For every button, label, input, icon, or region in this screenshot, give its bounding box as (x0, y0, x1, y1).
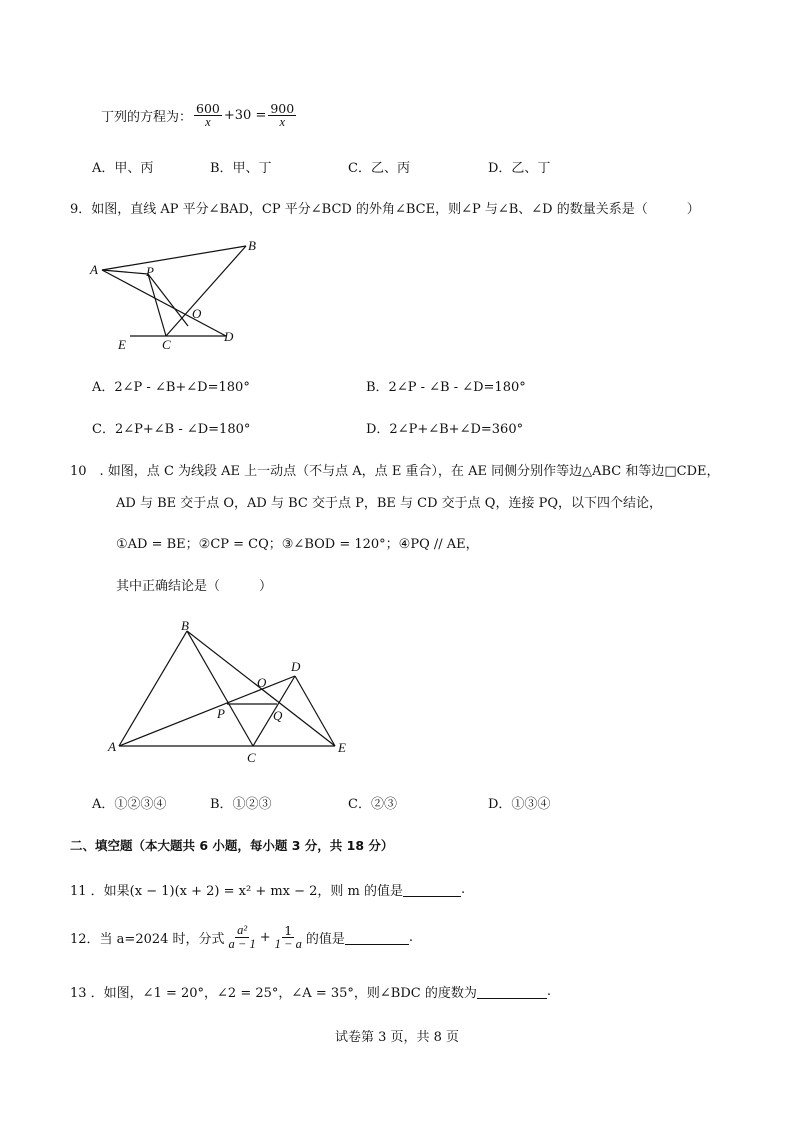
q12-fraction-1 (227, 924, 258, 951)
q10-option-a: A．①②③④ (92, 797, 167, 812)
q8-option-a: A．甲、丙 (92, 161, 154, 176)
q10-label-p: P (217, 706, 225, 721)
q13-text: 13 ．如图，∠1 = 20°，∠2 = 25°，∠A = 35°，则∠BDC 的度数为 (70, 986, 477, 1001)
q13-end: . (546, 984, 551, 999)
q12-frac1-den: a − 1 (228, 937, 256, 952)
q10-line-1: 10 . 如图，点 C 为线段 AE 上一动点（不与点 A，点 E 重合），在 AE 同侧分别作等边△ABC 和等边□CDE， (70, 464, 720, 479)
q13-answer-blank[interactable] (477, 984, 547, 999)
q10-option-d: D．①③④ (488, 797, 551, 812)
q8-frac1-num: 600 (196, 101, 220, 116)
q10-line-3: ①AD = BE；②CP = CQ；③∠BOD = 120°；④PQ // AE， (116, 537, 479, 552)
q10-label-b: B (181, 618, 189, 633)
q8-frac1-den: x (205, 115, 211, 130)
q9-line-ab (102, 246, 246, 270)
q10-option-c: C．②③ (348, 797, 397, 812)
q12-prefix: 12．当 a=2024 时，分式 (70, 932, 225, 948)
q10-label-c: C (247, 750, 256, 765)
q10-label-o: O (257, 675, 267, 690)
q9-figure (80, 232, 260, 357)
q10-line-2: AD 与 BE 交于点 O，AD 与 BC 交于点 P，BE 与 CD 交于点 Q，连接 PQ，以下四个结论， (116, 496, 663, 511)
q10-line-ad (119, 676, 295, 746)
q9-option-c: C．2∠P+∠B - ∠D=180° (92, 422, 251, 437)
q10-label-a: A (108, 739, 116, 754)
q10-label-q: Q (273, 708, 283, 723)
q10-line-de (295, 676, 335, 746)
q11-line (70, 880, 465, 899)
q8-option-b: B．甲、丁 (210, 161, 272, 176)
q12-frac2-num: 1 (284, 923, 293, 938)
q12-plus: + (259, 930, 271, 946)
q12-line (70, 924, 413, 951)
q11-answer-blank[interactable] (403, 882, 461, 897)
q8-fraction-2 (268, 102, 296, 129)
q9-label-p: P (146, 264, 154, 279)
q9-line-pc (148, 274, 166, 336)
q9-label-o: O (192, 306, 202, 321)
q8-frac2-num: 900 (270, 101, 295, 116)
q10-line-ab (119, 631, 187, 746)
q9-option-b: B．2∠P - ∠B - ∠D=180° (366, 380, 526, 395)
q9-label-e: E (118, 337, 126, 352)
q12-fraction-2 (273, 924, 304, 951)
q12-suffix: 的值是 (305, 932, 345, 948)
q10-line-4: 其中正确结论是（ ） (116, 579, 273, 594)
q9-stem: 9．如图，直线 AP 平分∠BAD，CP 平分∠BCD 的外角∠BCE，则∠P 与∠B、∠D 的数量关系是（ ） (70, 202, 700, 217)
q9-label-a: A (90, 262, 98, 277)
q8-option-d: D．乙、丁 (488, 161, 551, 176)
q11-text: 11 ．如果(x − 1)(x + 2) = x² + mx − 2，则 m 的值是 (70, 884, 404, 899)
q8-fraction-1 (194, 102, 222, 129)
q9-label-c: C (162, 337, 171, 352)
q9-option-d: D．2∠P+∠B+∠D=360° (366, 422, 524, 437)
q8-option-c: C．乙、丙 (348, 161, 410, 176)
q10-label-d: D (291, 659, 301, 674)
q9-label-b: B (248, 238, 256, 253)
q10-option-b: B．①②③ (210, 797, 272, 812)
q12-end: . (408, 930, 413, 946)
q12-answer-blank[interactable] (345, 930, 409, 945)
q8-plus: +30 = (223, 108, 267, 124)
q10-line-bc (187, 631, 253, 746)
q10-figure (105, 616, 355, 768)
q10-label-e: E (338, 740, 346, 755)
page-footer: 试卷第 3 页，共 8 页 (334, 1030, 460, 1045)
q11-end: . (461, 882, 466, 897)
q9-label-d: D (224, 329, 234, 344)
q8-frac2-den: x (279, 115, 286, 130)
q9-option-a: A．2∠P - ∠B+∠D=180° (92, 380, 250, 395)
q8-equation-label: 丁列的方程为： (101, 110, 193, 126)
q13-line (70, 982, 551, 1001)
q9-line-ad (102, 270, 226, 336)
q12-frac1-num: a² (237, 923, 248, 937)
q9-line-bc (166, 246, 246, 336)
q8-equation-line (101, 102, 298, 129)
q12-frac2-den: 1 − a (274, 937, 302, 952)
section-2-heading: 二、填空题（本大题共 6 小题，每小题 3 分，共 18 分） (70, 838, 394, 853)
